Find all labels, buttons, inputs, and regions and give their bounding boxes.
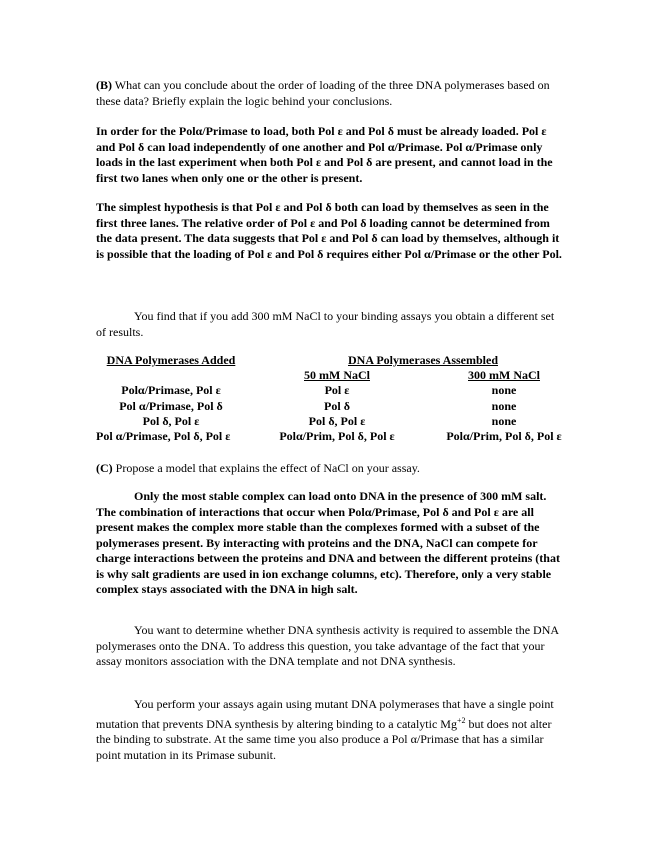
cell-50mm: Pol δ, Pol ε: [308, 414, 366, 428]
cell-50mm: Polα/Prim, Pol δ, Pol ε: [279, 429, 395, 443]
cell-added: Pol α/Primase, Pol δ: [119, 399, 223, 413]
table-row: [96, 428, 576, 444]
mutant-text-before: You perform your assays again using mutant DNA polymerases that have a single point mutation that prevents DNA synthesis by altering binding to a catalytic Mg: [96, 697, 554, 731]
nacl-intro-paragraph: You find that if you add 300 mM NaCl to your binding assays you obtain a different set of results.: [96, 309, 555, 339]
part-b-label: (B): [96, 78, 112, 92]
mutant-text-after: but does not alter the binding to substrate. At the same time you also produce a Pol α/Primase that has a similar point mutation in its Primase subunit.: [96, 716, 552, 762]
assembled-group-header: DNA Polymerases Assembled: [348, 353, 498, 367]
part-c-question: [96, 461, 564, 477]
cell-added: Polα/Primase, Pol ε: [121, 383, 221, 397]
table-header-row-1: [96, 352, 576, 368]
table-header-row-2: [96, 367, 576, 383]
cell-300mm: none: [491, 383, 517, 397]
cell-added: Pol α/Primase, Pol δ, Pol ε: [96, 429, 231, 443]
mutant-paragraph: [96, 697, 564, 763]
part-b-question-text: What can you conclude about the order of loading of the three DNA polymerases based on these data? Briefly explain the logic behind your conclusions.: [96, 78, 550, 108]
table-row: [96, 382, 576, 398]
cell-300mm: none: [491, 414, 517, 428]
cell-300mm: Polα/Prim, Pol δ, Pol ε: [446, 429, 562, 443]
table-row: [96, 398, 576, 414]
synthesis-paragraph: You want to determine whether DNA synthesis activity is required to assemble the DNA polymerases onto the DNA. To address this question, you take advantage of the fact that your assay monitors association with the DNA template and not DNA synthesis.: [96, 623, 559, 668]
part-c-question-text: Propose a model that explains the effect of NaCl on your assay.: [115, 461, 420, 475]
col-50mm-header: 50 mM NaCl: [304, 368, 370, 382]
table-row: [96, 413, 576, 429]
mg-superscript: +2: [456, 715, 466, 725]
col-added-header: DNA Polymerases Added: [106, 353, 236, 367]
cell-50mm: Pol δ: [324, 399, 350, 413]
part-c-answer: Only the most stable complex can load onto DNA in the presence of 300 mM salt. The combination of interactions that occur when Polα/Primase, Pol δ and Pol ε are all present makes the complex more stable than the complexes formed with a subset of the polymerases present. By interacting with proteins and the DNA, NaCl can compete for charge interactions between the proteins and DNA and between the different proteins (that is why salt gradients are used in ion exchange columns, etc). Therefore, only a very stable complex stays associated with the DNA in high salt.: [96, 489, 560, 596]
cell-50mm: Pol ε: [324, 383, 350, 397]
part-b-question: [96, 78, 564, 109]
cell-300mm: none: [491, 399, 517, 413]
part-b-answer-2: The simplest hypothesis is that Pol ε and Pol δ both can load by themselves as seen in the first three lanes. The relative order of Pol ε and Pol δ loading cannot be determined from the data present. The data suggests that Pol ε and Pol δ can load by themselves, although it is possible that the loading of Pol ε and Pol δ requires either Pol α/Primase or the other Pol.: [96, 200, 562, 261]
cell-added: Pol δ, Pol ε: [142, 414, 200, 428]
col-300mm-header: 300 mM NaCl: [468, 368, 540, 382]
part-b-answer-1: In order for the Polα/Primase to load, both Pol ε and Pol δ must be already loaded. Pol ε and Pol δ can load independently of one another and Pol α/Primase. Pol α/Primase only loads in the last experiment when both Pol ε and Pol δ are present, and cannot load in the first two lanes when only one or the other is present.: [96, 124, 553, 185]
part-c-label: (C): [96, 461, 113, 475]
